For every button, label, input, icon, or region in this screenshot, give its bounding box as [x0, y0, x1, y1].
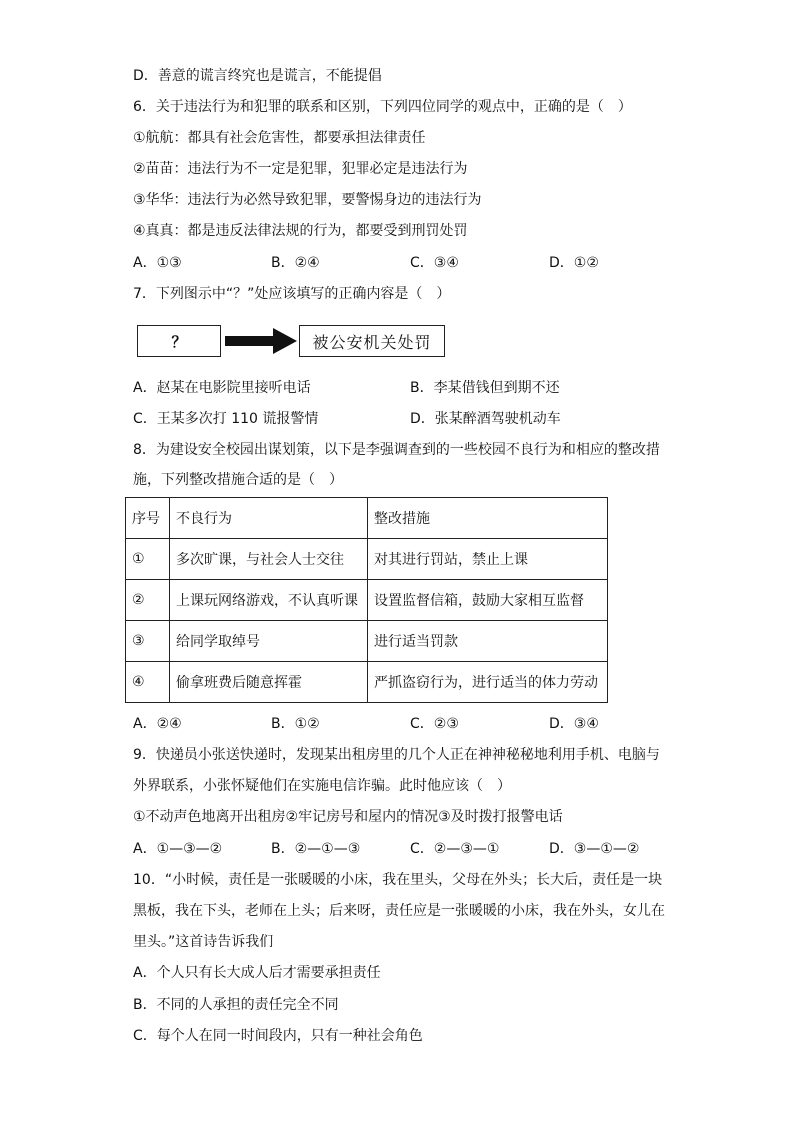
- measures-table: [125, 497, 608, 703]
- table-cell: 多次旷课，与社会人士交往: [170, 539, 368, 580]
- answer-option: B．②—①—③: [271, 841, 361, 857]
- result-box: 被公安机关处罚: [299, 325, 445, 357]
- text-line: 8．为建设安全校园出谋划策，以下是李强调查到的一些校园不良行为和相应的整改措: [133, 442, 660, 458]
- answer-option: D．①②: [549, 255, 599, 271]
- question-mark-box: ？: [137, 325, 221, 357]
- table-cell: 给同学取绰号: [170, 621, 368, 662]
- answer-option: B．李某借钱但到期不还: [410, 380, 560, 396]
- text-line: ①航航：都具有社会危害性，都要承担法律责任: [133, 130, 426, 146]
- text-line: A．个人只有长大成人后才需要承担责任: [133, 965, 381, 981]
- table-header-cell: 序号: [126, 498, 170, 539]
- text-line: ③华华：违法行为必然导致犯罪，要警惕身边的违法行为: [133, 192, 482, 208]
- table-cell: 对其进行罚站，禁止上课: [368, 539, 608, 580]
- text-line: 9．快递员小张送快递时，发现某出租房里的几个人正在神神秘秘地利用手机、电脑与: [133, 747, 660, 763]
- answer-option: D．③—①—②: [549, 841, 640, 857]
- answer-option: C．③④: [410, 255, 459, 271]
- answer-option: A．①—③—②: [133, 841, 223, 857]
- table-row: [126, 621, 608, 662]
- answer-option: A．赵某在电影院里接听电话: [133, 380, 311, 396]
- text-line: C．每个人在同一时间段内，只有一种社会角色: [133, 1028, 423, 1044]
- answer-option: D．③④: [549, 716, 599, 732]
- text-line: 7．下列图示中“？”处应该填写的正确内容是（ ）: [133, 286, 451, 302]
- table-cell: 上课玩网络游戏，不认真听课: [170, 580, 368, 621]
- table-header-cell: 整改措施: [368, 498, 608, 539]
- answer-option: D．张某醉酒驾驶机动车: [410, 411, 561, 427]
- text-line: 里头。”这首诗告诉我们: [133, 934, 274, 950]
- table-row: [126, 539, 608, 580]
- text-line: D．善意的谎言终究也是谎言，不能提倡: [133, 68, 382, 84]
- text-line: ②苗苗：违法行为不一定是犯罪，犯罪必定是违法行为: [133, 161, 468, 177]
- text-line: 外界联系，小张怀疑他们在实施电信诈骗。此时他应该（ ）: [133, 778, 511, 794]
- table-cell: 设置监督信箱，鼓励大家相互监督: [368, 580, 608, 621]
- answer-option: A．①③: [133, 255, 182, 271]
- right-arrow-icon: [225, 328, 297, 354]
- table-cell: ①: [126, 539, 170, 580]
- text-line: 施，下列整改措施合适的是（ ）: [133, 472, 343, 488]
- table-cell: ④: [126, 662, 170, 703]
- table-cell: ②: [126, 580, 170, 621]
- answer-option: C．②③: [410, 716, 459, 732]
- answer-option: B．①②: [271, 716, 320, 732]
- table-cell: 偷拿班费后随意挥霍: [170, 662, 368, 703]
- answer-option: A．②④: [133, 716, 182, 732]
- flow-diagram: [137, 322, 447, 362]
- text-line: ④真真：都是违反法律法规的行为，都要受到刑罚处罚: [133, 223, 468, 239]
- table-row: [126, 580, 608, 621]
- table-header-cell: 不良行为: [170, 498, 368, 539]
- text-line: 6．关于违法行为和犯罪的联系和区别，下列四位同学的观点中，正确的是（ ）: [133, 99, 632, 115]
- table-cell: 严抓盗窃行为，进行适当的体力劳动: [368, 662, 608, 703]
- table-cell: ③: [126, 621, 170, 662]
- table-cell: 进行适当罚款: [368, 621, 608, 662]
- text-line: ①不动声色地离开出租房②牢记房号和屋内的情况③及时拨打报警电话: [133, 809, 563, 825]
- table-row: [126, 662, 608, 703]
- answer-option: B．②④: [271, 255, 320, 271]
- text-line: 黑板，我在下头，老师在上头；后来呀，责任应是一张暖暖的小床，我在外头，女儿在: [133, 903, 665, 919]
- answer-option: C．②—③—①: [410, 841, 500, 857]
- text-line: B．不同的人承担的责任完全不同: [133, 997, 339, 1013]
- text-line: 10．“小时候，责任是一张暖暖的小床，我在里头，父母在外头；长大后，责任是一块: [133, 872, 663, 888]
- answer-option: C．王某多次打 110 谎报警情: [133, 411, 319, 427]
- table-header-row: [126, 498, 608, 539]
